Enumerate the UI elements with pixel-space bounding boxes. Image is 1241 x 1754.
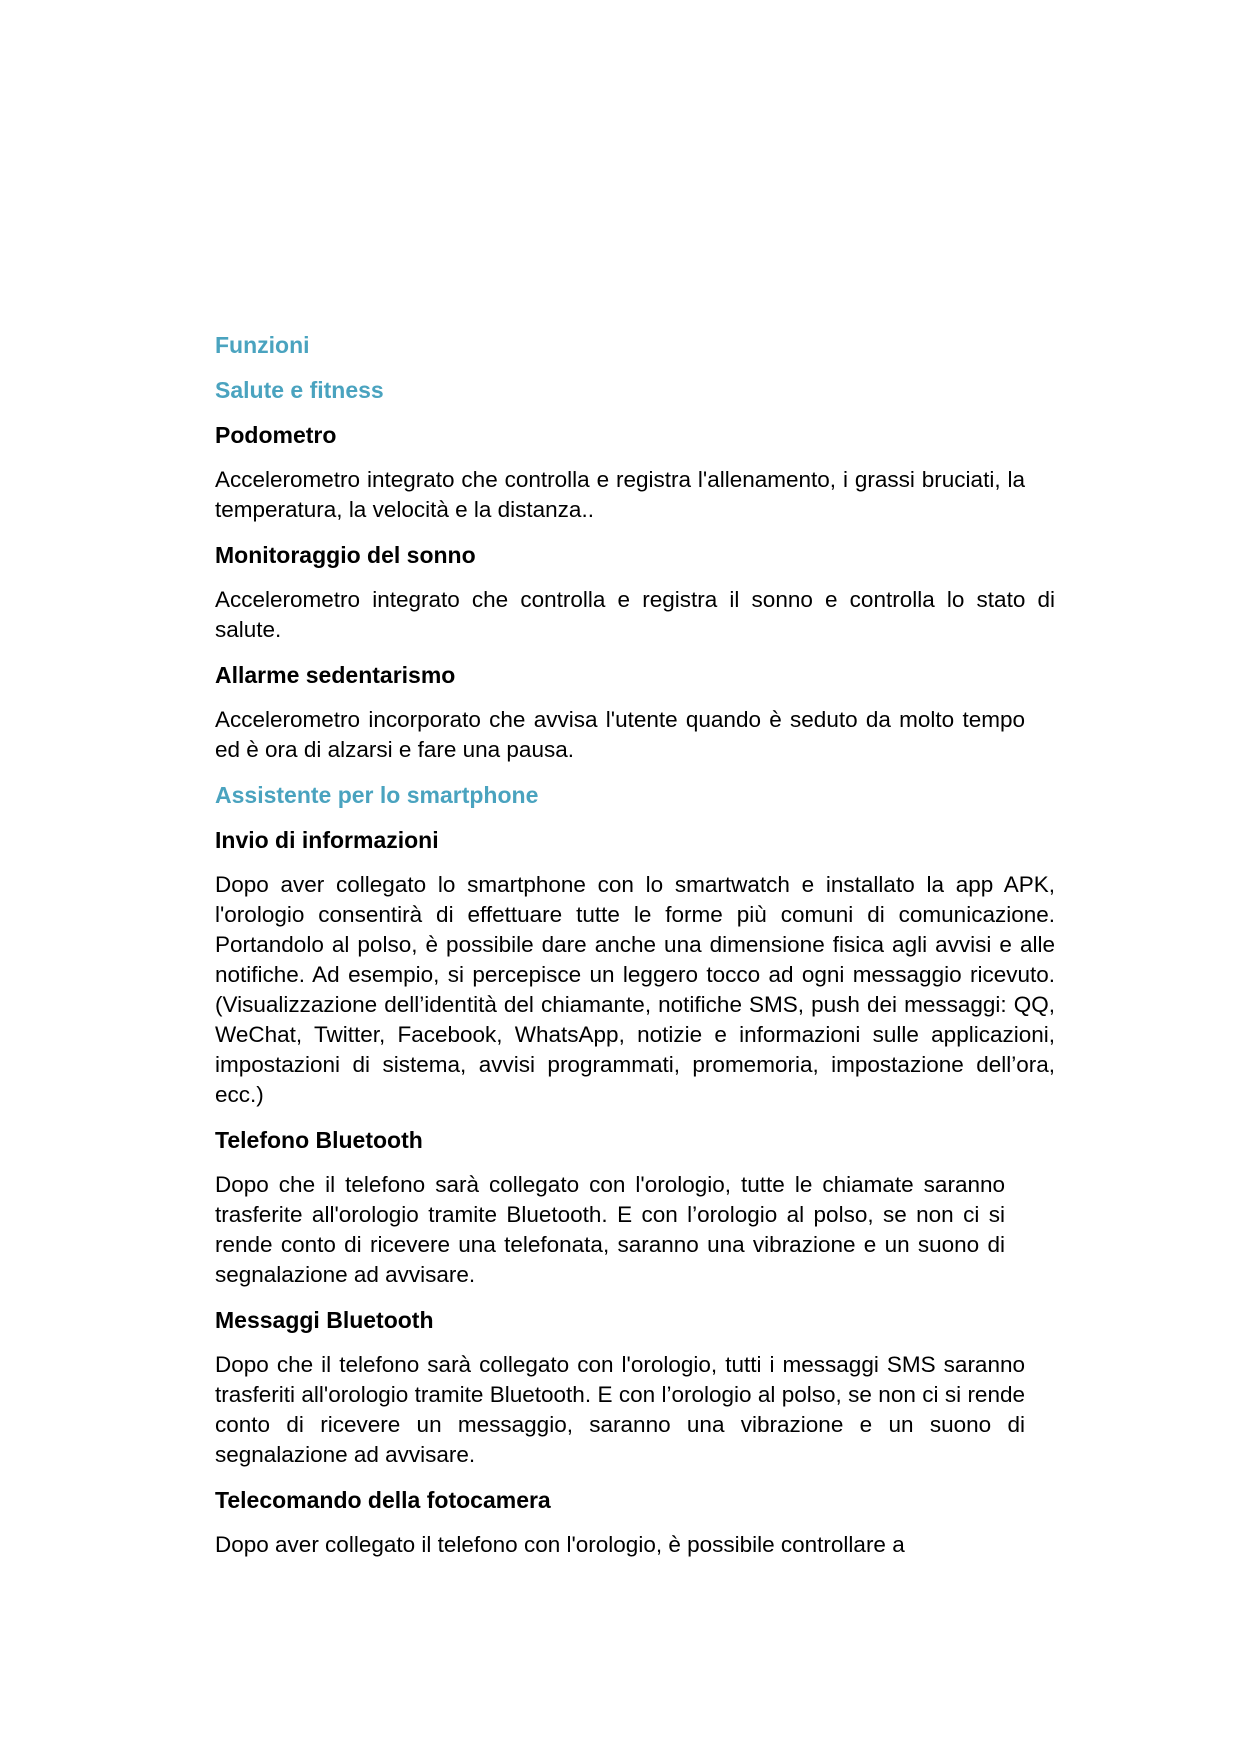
heading-podometro: Podometro bbox=[215, 422, 337, 448]
document-body bbox=[215, 330, 1065, 1575]
heading-monitoraggio-sonno: Monitoraggio del sonno bbox=[215, 542, 476, 568]
paragraph-podometro: Accelerometro integrato che controlla e registra l'allenamento, i grassi bruciati, la temperatura, la velocità e la distanza.. bbox=[215, 467, 1025, 522]
paragraph-messaggi-bluetooth: Dopo che il telefono sarà collegato con l'orologio, tutti i messaggi SMS saranno trasferiti all'orologio tramite Bluetooth. E con l’orologio al polso, se non ci si rende conto di ricevere un messaggio, saranno una vibrazione e un suono di segnalazione ad avvisare. bbox=[215, 1352, 1025, 1467]
paragraph-monitoraggio-sonno: Accelerometro integrato che controlla e registra il sonno e controlla lo stato di salute. bbox=[215, 587, 1055, 642]
paragraph-telecomando-fotocamera: Dopo aver collegato il telefono con l'orologio, è possibile controllare a bbox=[215, 1532, 905, 1557]
heading-salute-fitness: Salute e fitness bbox=[215, 377, 384, 403]
heading-assistente-smartphone: Assistente per lo smartphone bbox=[215, 782, 539, 808]
heading-invio-informazioni: Invio di informazioni bbox=[215, 827, 439, 853]
heading-telecomando-fotocamera: Telecomando della fotocamera bbox=[215, 1487, 551, 1513]
heading-telefono-bluetooth: Telefono Bluetooth bbox=[215, 1127, 423, 1153]
heading-messaggi-bluetooth: Messaggi Bluetooth bbox=[215, 1307, 434, 1333]
heading-funzioni: Funzioni bbox=[215, 332, 310, 358]
paragraph-telefono-bluetooth: Dopo che il telefono sarà collegato con l'orologio, tutte le chiamate saranno trasferite all'orologio tramite Bluetooth. E con l’orologio al polso, se non ci si rende conto di ricevere una telefonata, saranno una vibrazione e un suono di segnalazione ad avvisare. bbox=[215, 1172, 1005, 1287]
paragraph-invio-informazioni: Dopo aver collegato lo smartphone con lo smartwatch e installato la app APK, l'orologio consentirà di effettuare tutte le forme più comuni di comunicazione. Portandolo al polso, è possibile dare anche una dimensione fisica agli avvisi e alle notifiche. Ad esempio, si percepisce un leggero tocco ad ogni messaggio ricevuto. (Visualizzazione dell’identità del chiamante, notifiche SMS, push dei messaggi: QQ, WeChat, Twitter, Facebook, WhatsApp, notizie e informazioni sulle applicazioni, impostazioni di sistema, avvisi programmati, promemoria, impostazione dell’ora, ecc.) bbox=[215, 872, 1055, 1107]
heading-allarme-sedentarismo: Allarme sedentarismo bbox=[215, 662, 456, 688]
paragraph-allarme-sedentarismo: Accelerometro incorporato che avvisa l'utente quando è seduto da molto tempo ed è ora di alzarsi e fare una pausa. bbox=[215, 707, 1025, 762]
